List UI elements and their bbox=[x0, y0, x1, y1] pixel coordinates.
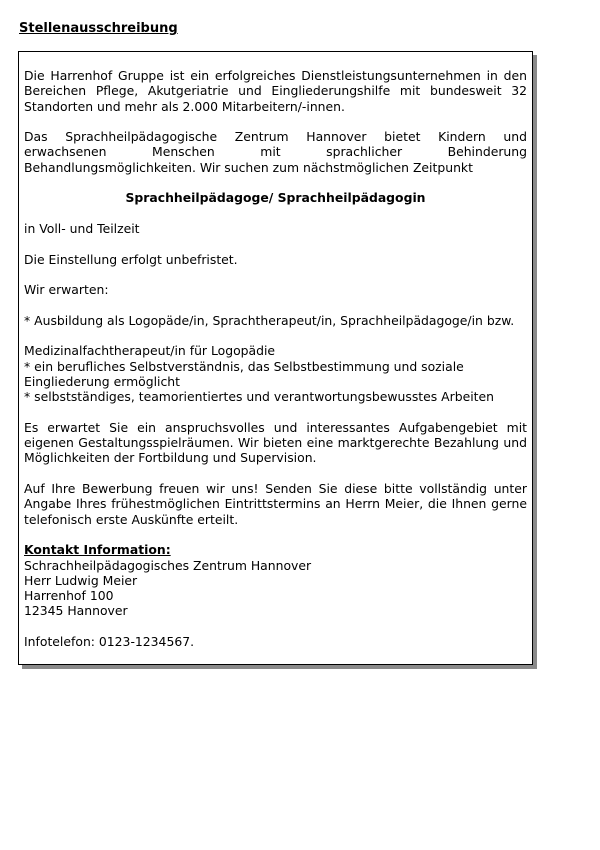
page-title: Stellenausschreibung bbox=[19, 21, 178, 36]
employment-type: in Voll- und Teilzeit bbox=[24, 220, 140, 236]
requirements-list bbox=[24, 313, 527, 405]
center-paragraph: Das Sprachheilpädagogische Zentrum Hannover bietet Kindern und erwachsenen Menschen mit sprachlicher Behinderung Behandlungsmöglichkeiten. Wir suchen zum nächstmöglichen Zeitpunkt bbox=[24, 129, 527, 175]
job-posting-box bbox=[18, 51, 533, 665]
contact-block bbox=[24, 542, 527, 618]
offer-paragraph: Es erwartet Sie ein anspruchsvolles und interessantes Aufgabengebiet mit eigenen Gestaltungsspielräumen. Wir bieten eine marktgerechte Bezahlung und Möglichkeiten der Fortbildung und Supervision. bbox=[24, 419, 527, 466]
requirement-item-3: * selbstständiges, teamorientiertes und verantwortungsbewusstes Arbeiten bbox=[24, 389, 495, 405]
expectations-heading: Wir erwarten: bbox=[24, 282, 109, 298]
job-title: Sprachheilpädagoge/ Sprachheilpädagogin bbox=[125, 190, 426, 206]
contact-street: Harrenhof 100 bbox=[24, 588, 114, 604]
contact-person: Herr Ludwig Meier bbox=[24, 572, 138, 588]
requirement-item-1-line-1: * Ausbildung als Logopäde/in, Sprachtherapeut/in, Sprachheilpädagoge/in bzw. bbox=[24, 312, 515, 328]
requirement-item-1-line-2: Medizinalfachtherapeut/in für Logopädie bbox=[24, 343, 276, 359]
contact-phone: Infotelefon: 0123-1234567. bbox=[24, 633, 195, 649]
contract-info: Die Einstellung erfolgt unbefristet. bbox=[24, 251, 238, 267]
contact-city: 12345 Hannover bbox=[24, 603, 128, 619]
contact-heading: Kontakt Information: bbox=[24, 542, 171, 558]
application-paragraph: Auf Ihre Bewerbung freuen wir uns! Senden Sie diese bitte vollständig unter Angabe Ihres frühestmöglichen Eintrittstermins an Herrn Meier, die Ihnen gerne telefonisch erste Auskünfte erteilt. bbox=[24, 481, 527, 527]
intro-paragraph: Die Harrenhof Gruppe ist ein erfolgreiches Dienstleistungsunternehmen in den Bereichen Pflege, Akutgeriatrie und Eingliederungshilfe mit bundesweit 32 Standorten und mehr als 2.000 Mitarbeitern/-innen. bbox=[24, 68, 527, 114]
requirement-item-2-line-1: * ein berufliches Selbstverständnis, das Selbstbestimmung und soziale bbox=[24, 358, 464, 374]
requirement-item-2-line-2: Eingliederung ermöglicht bbox=[24, 373, 181, 389]
contact-organization: Schrachheilpädagogisches Zentrum Hannover bbox=[24, 557, 312, 573]
